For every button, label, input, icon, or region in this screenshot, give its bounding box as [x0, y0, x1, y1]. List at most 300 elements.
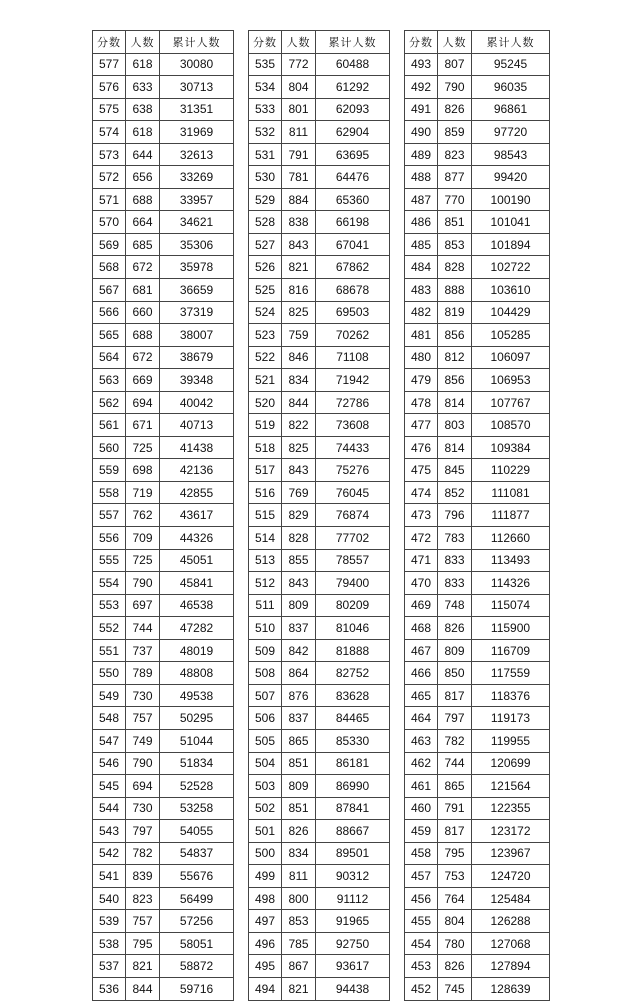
table-row: [405, 414, 550, 437]
table-row: [249, 527, 390, 550]
table-row: [405, 932, 550, 955]
count-cell: 791: [438, 797, 472, 820]
count-cell: 783: [438, 527, 472, 550]
cumulative-cell: 89501: [316, 842, 390, 865]
score-cell: 503: [249, 775, 282, 798]
cumulative-cell: 82752: [316, 662, 390, 685]
cumulative-cell: 62093: [316, 98, 390, 121]
cumulative-cell: 103610: [472, 279, 550, 302]
score-cell: 525: [249, 279, 282, 302]
table-row: [93, 436, 234, 459]
score-cell: 530: [249, 166, 282, 189]
cumulative-cell: 55676: [160, 865, 234, 888]
count-cell: 809: [282, 775, 316, 798]
score-cell: 514: [249, 527, 282, 550]
score-table-1: [92, 30, 234, 1001]
score-cell: 526: [249, 256, 282, 279]
cumulative-cell: 66198: [316, 211, 390, 234]
score-cell: 531: [249, 143, 282, 166]
count-cell: 688: [126, 324, 160, 347]
score-cell: 463: [405, 729, 438, 752]
table-row: [405, 76, 550, 99]
table-row: [405, 504, 550, 527]
table-row: [93, 955, 234, 978]
cumulative-cell: 106953: [472, 369, 550, 392]
score-cell: 466: [405, 662, 438, 685]
cumulative-cell: 127894: [472, 955, 550, 978]
count-cell: 633: [126, 76, 160, 99]
table-row: [249, 549, 390, 572]
table-row: [249, 391, 390, 414]
count-cell: 851: [438, 211, 472, 234]
table-row: [249, 76, 390, 99]
table-row: [249, 301, 390, 324]
cumulative-cell: 62904: [316, 121, 390, 144]
count-cell: 811: [282, 865, 316, 888]
table-row: [93, 166, 234, 189]
table-row: [93, 391, 234, 414]
cumulative-cell: 120699: [472, 752, 550, 775]
score-cell: 477: [405, 414, 438, 437]
table-row: [405, 887, 550, 910]
score-table-2: [248, 30, 390, 1001]
count-cell: 822: [282, 414, 316, 437]
header-count: 人数: [282, 31, 316, 54]
score-cell: 486: [405, 211, 438, 234]
header-score: 分数: [93, 31, 126, 54]
score-cell: 474: [405, 481, 438, 504]
score-cell: 473: [405, 504, 438, 527]
count-cell: 790: [438, 76, 472, 99]
count-cell: 856: [438, 324, 472, 347]
score-cell: 515: [249, 504, 282, 527]
score-cell: 493: [405, 53, 438, 76]
score-cell: 494: [249, 977, 282, 1000]
count-cell: 671: [126, 414, 160, 437]
cumulative-cell: 53258: [160, 797, 234, 820]
header-cumulative: 累计人数: [472, 31, 550, 54]
score-cell: 534: [249, 76, 282, 99]
score-cell: 502: [249, 797, 282, 820]
count-cell: 688: [126, 188, 160, 211]
cumulative-cell: 102722: [472, 256, 550, 279]
score-cell: 511: [249, 594, 282, 617]
cumulative-cell: 110229: [472, 459, 550, 482]
cumulative-cell: 31969: [160, 121, 234, 144]
table-row: [405, 549, 550, 572]
cumulative-cell: 44326: [160, 527, 234, 550]
cumulative-cell: 99420: [472, 166, 550, 189]
count-cell: 843: [282, 459, 316, 482]
table-row: [405, 639, 550, 662]
score-cell: 482: [405, 301, 438, 324]
table-row: [405, 684, 550, 707]
score-cell: 492: [405, 76, 438, 99]
table-row: [405, 481, 550, 504]
table-row: [405, 369, 550, 392]
count-cell: 807: [438, 53, 472, 76]
table-row: [405, 188, 550, 211]
table-row: [93, 188, 234, 211]
table-row: [405, 865, 550, 888]
table-row: [405, 256, 550, 279]
table-row: [93, 797, 234, 820]
count-cell: 797: [126, 820, 160, 843]
cumulative-cell: 34621: [160, 211, 234, 234]
count-cell: 618: [126, 53, 160, 76]
score-cell: 549: [93, 684, 126, 707]
table-row: [249, 121, 390, 144]
score-cell: 568: [93, 256, 126, 279]
count-cell: 745: [438, 977, 472, 1000]
header-cumulative: 累计人数: [160, 31, 234, 54]
cumulative-cell: 106097: [472, 346, 550, 369]
score-cell: 505: [249, 729, 282, 752]
score-cell: 520: [249, 391, 282, 414]
count-cell: 785: [282, 932, 316, 955]
count-cell: 656: [126, 166, 160, 189]
count-cell: 838: [282, 211, 316, 234]
score-cell: 548: [93, 707, 126, 730]
count-cell: 791: [282, 143, 316, 166]
count-cell: 834: [282, 369, 316, 392]
cumulative-cell: 101041: [472, 211, 550, 234]
cumulative-cell: 68678: [316, 279, 390, 302]
score-cell: 509: [249, 639, 282, 662]
score-cell: 491: [405, 98, 438, 121]
cumulative-cell: 86181: [316, 752, 390, 775]
count-cell: 797: [438, 707, 472, 730]
score-cell: 458: [405, 842, 438, 865]
table-row: [249, 797, 390, 820]
count-cell: 851: [282, 752, 316, 775]
cumulative-cell: 74433: [316, 436, 390, 459]
score-cell: 528: [249, 211, 282, 234]
score-cell: 571: [93, 188, 126, 211]
table-row: [93, 346, 234, 369]
cumulative-cell: 36659: [160, 279, 234, 302]
score-cell: 518: [249, 436, 282, 459]
cumulative-cell: 75276: [316, 459, 390, 482]
score-cell: 559: [93, 459, 126, 482]
count-cell: 789: [126, 662, 160, 685]
cumulative-cell: 116709: [472, 639, 550, 662]
table-row: [249, 143, 390, 166]
score-cell: 564: [93, 346, 126, 369]
count-cell: 638: [126, 98, 160, 121]
count-cell: 837: [282, 617, 316, 640]
score-cell: 554: [93, 572, 126, 595]
count-cell: 753: [438, 865, 472, 888]
score-cell: 547: [93, 729, 126, 752]
cumulative-cell: 35978: [160, 256, 234, 279]
count-cell: 725: [126, 436, 160, 459]
score-cell: 483: [405, 279, 438, 302]
cumulative-cell: 96861: [472, 98, 550, 121]
cumulative-cell: 117559: [472, 662, 550, 685]
count-cell: 803: [438, 414, 472, 437]
count-cell: 851: [282, 797, 316, 820]
cumulative-cell: 58051: [160, 932, 234, 955]
count-cell: 828: [438, 256, 472, 279]
count-cell: 790: [126, 572, 160, 595]
count-cell: 833: [438, 572, 472, 595]
count-cell: 844: [282, 391, 316, 414]
count-cell: 801: [282, 98, 316, 121]
score-cell: 513: [249, 549, 282, 572]
table-row: [93, 549, 234, 572]
score-cell: 522: [249, 346, 282, 369]
count-cell: 867: [282, 955, 316, 978]
cumulative-cell: 91965: [316, 910, 390, 933]
cumulative-cell: 40713: [160, 414, 234, 437]
cumulative-cell: 126288: [472, 910, 550, 933]
score-cell: 519: [249, 414, 282, 437]
count-cell: 811: [282, 121, 316, 144]
score-cell: 521: [249, 369, 282, 392]
cumulative-cell: 72786: [316, 391, 390, 414]
cumulative-cell: 61292: [316, 76, 390, 99]
score-cell: 532: [249, 121, 282, 144]
table-row: [249, 211, 390, 234]
table-row: [249, 707, 390, 730]
table-row: [93, 256, 234, 279]
count-cell: 823: [438, 143, 472, 166]
score-cell: 481: [405, 324, 438, 347]
count-cell: 864: [282, 662, 316, 685]
count-cell: 685: [126, 233, 160, 256]
cumulative-cell: 30080: [160, 53, 234, 76]
score-cell: 507: [249, 684, 282, 707]
table-row: [93, 211, 234, 234]
count-cell: 757: [126, 910, 160, 933]
cumulative-cell: 114326: [472, 572, 550, 595]
cumulative-cell: 48019: [160, 639, 234, 662]
table-row: [405, 955, 550, 978]
count-cell: 796: [438, 504, 472, 527]
score-cell: 508: [249, 662, 282, 685]
table-row: [405, 98, 550, 121]
table-row: [249, 572, 390, 595]
count-cell: 852: [438, 481, 472, 504]
table-row: [249, 279, 390, 302]
cumulative-cell: 43617: [160, 504, 234, 527]
table-row: [93, 233, 234, 256]
table-row: [405, 211, 550, 234]
count-cell: 809: [438, 639, 472, 662]
table-row: [405, 662, 550, 685]
table-row: [93, 639, 234, 662]
cumulative-cell: 94438: [316, 977, 390, 1000]
table-row: [405, 797, 550, 820]
count-cell: 644: [126, 143, 160, 166]
cumulative-cell: 98543: [472, 143, 550, 166]
cumulative-cell: 54837: [160, 842, 234, 865]
table-row: [405, 527, 550, 550]
score-cell: 501: [249, 820, 282, 843]
cumulative-cell: 73608: [316, 414, 390, 437]
count-cell: 877: [438, 166, 472, 189]
cumulative-cell: 79400: [316, 572, 390, 595]
cumulative-cell: 121564: [472, 775, 550, 798]
count-cell: 876: [282, 684, 316, 707]
count-cell: 757: [126, 707, 160, 730]
score-cell: 480: [405, 346, 438, 369]
cumulative-cell: 45841: [160, 572, 234, 595]
table-row: [249, 166, 390, 189]
table-row: [249, 414, 390, 437]
table-row: [405, 121, 550, 144]
score-cell: 462: [405, 752, 438, 775]
count-cell: 823: [126, 887, 160, 910]
score-cell: 536: [93, 977, 126, 1000]
count-cell: 672: [126, 346, 160, 369]
table-row: [249, 188, 390, 211]
table-row: [405, 729, 550, 752]
table-row: [93, 910, 234, 933]
table-row: [249, 932, 390, 955]
count-cell: 846: [282, 346, 316, 369]
cumulative-cell: 76045: [316, 481, 390, 504]
cumulative-cell: 63695: [316, 143, 390, 166]
cumulative-cell: 118376: [472, 684, 550, 707]
table-row: [93, 729, 234, 752]
header-cumulative: 累计人数: [316, 31, 390, 54]
table-row: [405, 977, 550, 1000]
cumulative-cell: 97720: [472, 121, 550, 144]
table-header-row: [405, 31, 550, 54]
table-row: [405, 346, 550, 369]
cumulative-cell: 54055: [160, 820, 234, 843]
count-cell: 845: [438, 459, 472, 482]
table-row: [405, 324, 550, 347]
table-row: [93, 527, 234, 550]
count-cell: 660: [126, 301, 160, 324]
cumulative-cell: 37319: [160, 301, 234, 324]
cumulative-cell: 122355: [472, 797, 550, 820]
count-cell: 825: [282, 301, 316, 324]
score-cell: 561: [93, 414, 126, 437]
count-cell: 769: [282, 481, 316, 504]
score-cell: 569: [93, 233, 126, 256]
score-cell: 465: [405, 684, 438, 707]
table-row: [405, 143, 550, 166]
score-cell: 499: [249, 865, 282, 888]
score-cell: 498: [249, 887, 282, 910]
cumulative-cell: 47282: [160, 617, 234, 640]
table-row: [249, 955, 390, 978]
cumulative-cell: 81046: [316, 617, 390, 640]
score-cell: 529: [249, 188, 282, 211]
cumulative-cell: 85330: [316, 729, 390, 752]
cumulative-cell: 51044: [160, 729, 234, 752]
count-cell: 759: [282, 324, 316, 347]
score-cell: 452: [405, 977, 438, 1000]
count-cell: 829: [282, 504, 316, 527]
count-cell: 782: [438, 729, 472, 752]
table-row: [249, 98, 390, 121]
score-cell: 487: [405, 188, 438, 211]
table-row: [405, 572, 550, 595]
table-row: [93, 504, 234, 527]
cumulative-cell: 71108: [316, 346, 390, 369]
table-row: [93, 842, 234, 865]
score-cell: 544: [93, 797, 126, 820]
score-cell: 573: [93, 143, 126, 166]
count-cell: 709: [126, 527, 160, 550]
score-cell: 566: [93, 301, 126, 324]
cumulative-cell: 70262: [316, 324, 390, 347]
table-row: [93, 887, 234, 910]
cumulative-cell: 123967: [472, 842, 550, 865]
score-cell: 551: [93, 639, 126, 662]
count-cell: 748: [438, 594, 472, 617]
score-cell: 468: [405, 617, 438, 640]
score-cell: 460: [405, 797, 438, 820]
table-header-row: [93, 31, 234, 54]
score-cell: 478: [405, 391, 438, 414]
count-cell: 865: [438, 775, 472, 798]
cumulative-cell: 60488: [316, 53, 390, 76]
table-row: [93, 301, 234, 324]
count-cell: 826: [438, 617, 472, 640]
cumulative-cell: 104429: [472, 301, 550, 324]
count-cell: 859: [438, 121, 472, 144]
score-cell: 455: [405, 910, 438, 933]
cumulative-cell: 67041: [316, 233, 390, 256]
count-cell: 790: [126, 752, 160, 775]
score-cell: 453: [405, 955, 438, 978]
score-cell: 475: [405, 459, 438, 482]
table-row: [249, 752, 390, 775]
count-cell: 856: [438, 369, 472, 392]
count-cell: 694: [126, 775, 160, 798]
cumulative-cell: 123172: [472, 820, 550, 843]
score-cell: 479: [405, 369, 438, 392]
count-cell: 819: [438, 301, 472, 324]
count-cell: 725: [126, 549, 160, 572]
cumulative-cell: 58872: [160, 955, 234, 978]
cumulative-cell: 125484: [472, 887, 550, 910]
score-cell: 576: [93, 76, 126, 99]
score-cell: 457: [405, 865, 438, 888]
table-row: [249, 775, 390, 798]
count-cell: 730: [126, 797, 160, 820]
table-row: [93, 662, 234, 685]
count-cell: 865: [282, 729, 316, 752]
score-cell: 577: [93, 53, 126, 76]
count-cell: 826: [282, 820, 316, 843]
count-cell: 828: [282, 527, 316, 550]
score-cell: 550: [93, 662, 126, 685]
table-row: [405, 391, 550, 414]
table-row: [93, 324, 234, 347]
score-cell: 540: [93, 887, 126, 910]
count-cell: 814: [438, 436, 472, 459]
score-cell: 563: [93, 369, 126, 392]
cumulative-cell: 71942: [316, 369, 390, 392]
table-row: [93, 707, 234, 730]
cumulative-cell: 67862: [316, 256, 390, 279]
table-row: [249, 865, 390, 888]
cumulative-cell: 128639: [472, 977, 550, 1000]
table-row: [249, 887, 390, 910]
table-row: [93, 279, 234, 302]
cumulative-cell: 39348: [160, 369, 234, 392]
table-row: [249, 53, 390, 76]
score-cell: 558: [93, 481, 126, 504]
score-cell: 470: [405, 572, 438, 595]
